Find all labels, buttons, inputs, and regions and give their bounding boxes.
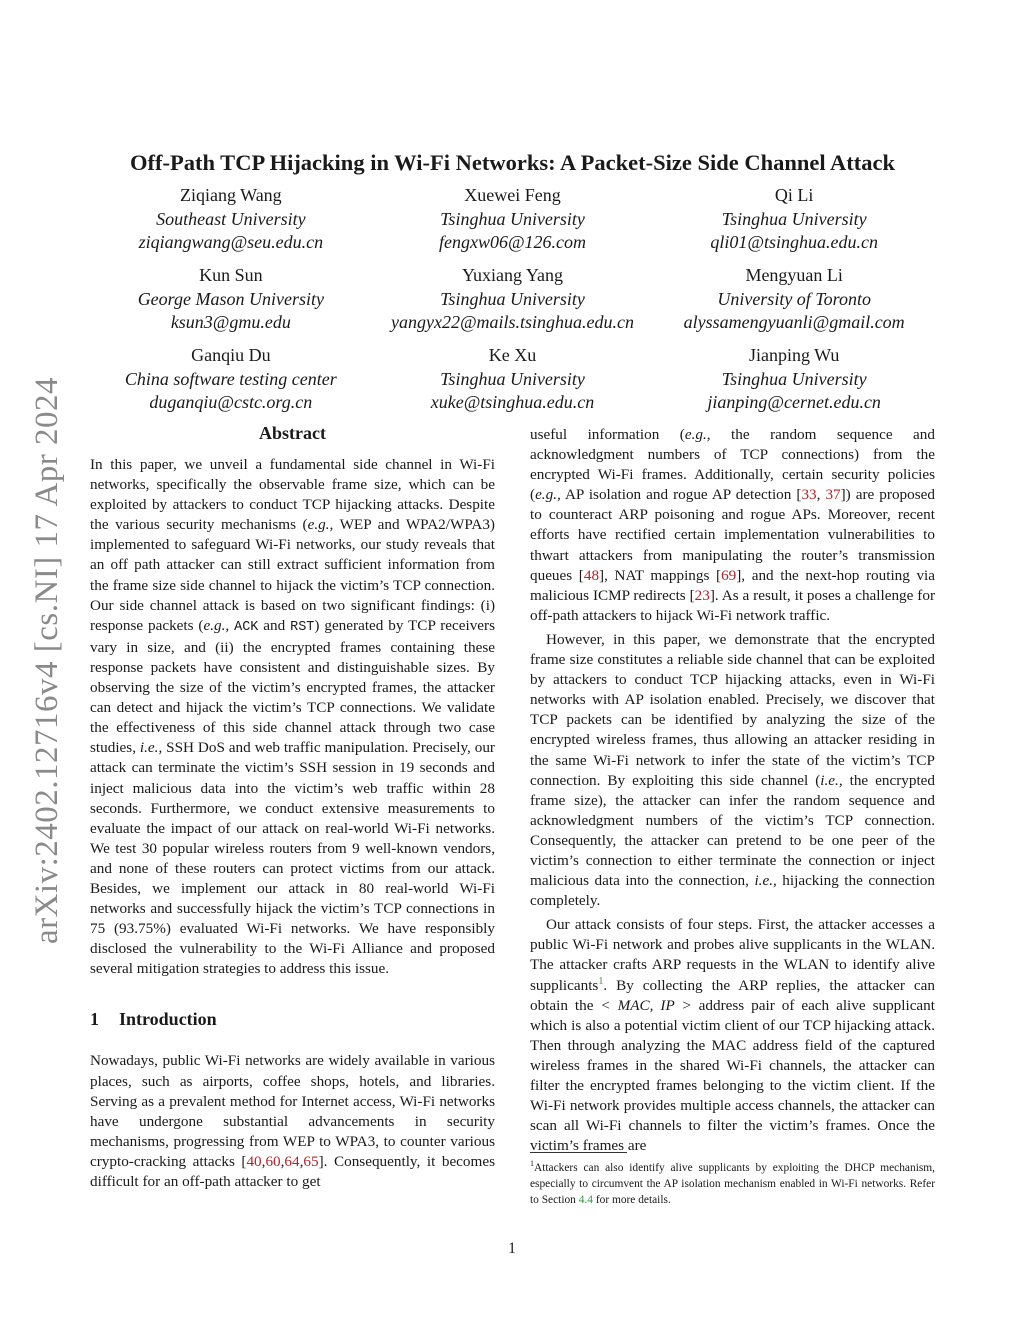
abstract-paragraph: In this paper, we unveil a fundamental side channel in Wi-Fi networks, specifically the observable frame size, which can be exploited by attackers to conduct TCP hijacking attacks. Despite the various security mechanisms (e.g., WEP and WPA2/WPA3) implemented to safeguard Wi-Fi networks, our study reveals that an off path attacker can still extract sufficient information from the frame size side channel to hijack the victim’s TCP connection. Our side channel attack is based on two significant findings: (i) response packets (e.g., ACK and RST) generated by TCP receivers vary in size, and (ii) the encrypted frames containing these response packets have consistent and distinguishable sizes. By observing the size of the victim’s encrypted frames, the attacker can detect and hijack the victim’s TCP connections. We validate the effectiveness of this side channel attack through two case studies, i.e., SSH DoS and web traffic manipulation. Precisely, our attack can terminate the victim’s SSH session in 19 seconds and inject malicious data into the victim’s web traffic within 28 seconds. Furthermore, we conduct extensive measurements to evaluate the impact of our attack on real-world Wi-Fi networks. We test 30 popular wireless routers from 9 well-known vendors, and none of these routers can protect victims from our attack. Besides, we implement our attack in 80 real-world Wi-Fi networks and successfully hijack the victim’s TCP connections in 75 (93.75%) evaluated Wi-Fi networks. We have responsibly disclosed the vulnerability to the Wi-Fi Alliance and proposed several mitigation strategies to address this issue. <box>90 456 495 978</box>
footnote-marker[interactable]: 1 <box>598 975 604 987</box>
citation-link[interactable]: 60 <box>265 1152 281 1170</box>
author-affiliation: George Mason University <box>137 288 324 309</box>
citation-link[interactable]: 64 <box>284 1152 300 1170</box>
section-heading-introduction: 1 Introduction <box>90 1009 217 1030</box>
author-email: ksun3@gmu.edu <box>170 312 291 332</box>
citation-link[interactable]: 33 <box>801 486 817 504</box>
intro-paragraph-1-continued: useful information (e.g., the random sequence and acknowledgment numbers of TCP connections) from the encrypted Wi-Fi frames. Additionally, certain security policies (e.g., AP isolation and rogue AP detection [33, 37]) are proposed to counteract ARP poisoning and rogue APs. Moreover, recent efforts have rectified certain implementation vulnerabilities to thwart attackers from manipulating the router’s transmission queues [48], NAT mappings [69], and the next-hop routing via malicious ICMP redirects [23]. As a result, it poses a challenge for off-path attackers to hijack Wi-Fi network traffic. <box>530 426 936 624</box>
author-name: Yuxiang Yang <box>462 265 564 285</box>
author-email: xuke@tsinghua.edu.cn <box>430 392 595 412</box>
author-block <box>372 184 654 255</box>
right-column <box>530 425 935 1156</box>
author-row-3 <box>90 344 935 415</box>
author-affiliation: Tsinghua University <box>440 208 585 229</box>
citation-link[interactable]: 48 <box>583 566 600 584</box>
citation-link[interactable]: 65 <box>303 1152 319 1170</box>
author-name: Ke Xu <box>488 345 537 365</box>
author-name: Ganqiu Du <box>191 345 271 365</box>
intro-paragraph-2: However, in this paper, we demonstrate that the encrypted frame size constitutes a reliable side channel that can be exploited by attackers to conduct TCP hijacking attacks, even in Wi-Fi networks with AP isolation enabled. Precisely, we discover that TCP packets can be identified by analyzing the size of the encrypted wireless frames, thus allowing an attacker residing in the same Wi-Fi network to infer the state of the victim’s TCP connection. By exploiting this side channel (i.e., the encrypted frame size), the attacker can infer the random sequence and acknowledgment numbers of the victim’s TCP connection. Consequently, the attacker can pretend to be one peer of the victim’s connection to either terminate the connection or inject malicious data into the connection, i.e., hijacking the connection completely. <box>530 630 935 910</box>
author-block <box>653 344 935 415</box>
author-block <box>653 264 935 335</box>
footnote-divider <box>530 1152 627 1153</box>
author-affiliation: Tsinghua University <box>440 288 585 309</box>
author-block <box>372 344 654 415</box>
author-row-1 <box>90 184 935 255</box>
author-row-2 <box>90 264 935 335</box>
section-link[interactable]: 4.4 <box>578 1194 593 1206</box>
author-name: Jianping Wu <box>748 345 840 365</box>
author-email: alyssamengyuanli@gmail.com <box>683 312 905 332</box>
left-column <box>90 455 495 1192</box>
author-email: qli01@tsinghua.edu.cn <box>710 232 878 252</box>
citation-link[interactable]: 37 <box>825 486 841 504</box>
author-block <box>90 264 372 335</box>
author-affiliation: China software testing center <box>124 368 337 389</box>
citation-link[interactable]: 40 <box>246 1152 262 1170</box>
citation-link[interactable]: 69 <box>721 566 737 584</box>
author-name: Qi Li <box>774 185 814 205</box>
author-name: Xuewei Feng <box>464 185 561 205</box>
intro-paragraph-1: Nowadays, public Wi-Fi networks are widely available in various places, such as airports, coffee shops, hotels, and libraries. Serving as a prevalent method for Internet access, Wi-Fi networks have undergone substantial advancements in security mechanisms, progressing from WEP to WPA3, to counter various crypto-cracking attacks [40,60,64,65]. Consequently, it becomes difficult for an off-path attacker to get <box>90 1052 495 1190</box>
author-affiliation: Tsinghua University <box>721 368 867 389</box>
author-name: Ziqiang Wang <box>179 185 282 205</box>
author-name: Mengyuan Li <box>745 265 843 285</box>
citation-link[interactable]: 23 <box>694 586 710 604</box>
author-block <box>653 184 935 255</box>
paragraph-continuation: useful information ( <box>530 426 685 443</box>
page-number: 1 <box>508 1240 516 1257</box>
author-name: Kun Sun <box>199 265 263 285</box>
arxiv-stamp <box>24 360 72 960</box>
arxiv-stamp-text: arXiv:2402.12716v4 [cs.NI] 17 Apr 2024 <box>29 376 66 944</box>
author-block <box>90 184 372 255</box>
author-affiliation: University of Toronto <box>717 288 872 309</box>
author-block <box>372 264 654 335</box>
author-affiliation: Tsinghua University <box>440 368 585 389</box>
author-email: jianping@cernet.edu.cn <box>707 392 881 412</box>
author-affiliation: Southeast University <box>156 208 306 229</box>
abstract-heading: Abstract <box>259 423 326 443</box>
author-email: yangyx22@mails.tsinghua.edu.cn <box>390 312 635 332</box>
intro-paragraph-3: Our attack consists of four steps. First, the attacker accesses a public Wi-Fi network and probes alive supplicants in the WLAN. The attacker crafts ARP requests in the WLAN to identify alive supplicants$^1$. By collecting the ARP replies, the attacker can obtain the < MAC, IP > address pair of each alive supplicant which is also a potential victim client of our TCP hijacking attack. Then through analyzing the MAC address field of the captured wireless frames in the shared Wi-Fi channels, the attacker can filter the encrypted frames belonging to the victim client. If the Wi-Fi network provides multiple access channels, the attacker can scan all Wi-Fi channels to filter the victim’s frames. Once the victim’s frames are <box>530 916 935 1155</box>
author-email: ziqiangwang@seu.edu.cn <box>138 232 324 252</box>
footnote: $^1$Attackers can also identify alive supplicants by exploiting the DHCP mechanism, especially to circumvent the AP isolation mechanism enabled in Wi-Fi networks. Refer to Section 4.4 for more details. <box>530 1159 935 1206</box>
author-email: duganqiu@cstc.org.cn <box>149 392 313 412</box>
author-block <box>90 344 372 415</box>
author-affiliation: Tsinghua University <box>721 208 867 229</box>
paper-title: Off-Path TCP Hijacking in Wi-Fi Networks: A Packet-Size Side Channel Attack <box>129 150 895 175</box>
author-email: fengxw06@126.com <box>438 232 587 252</box>
